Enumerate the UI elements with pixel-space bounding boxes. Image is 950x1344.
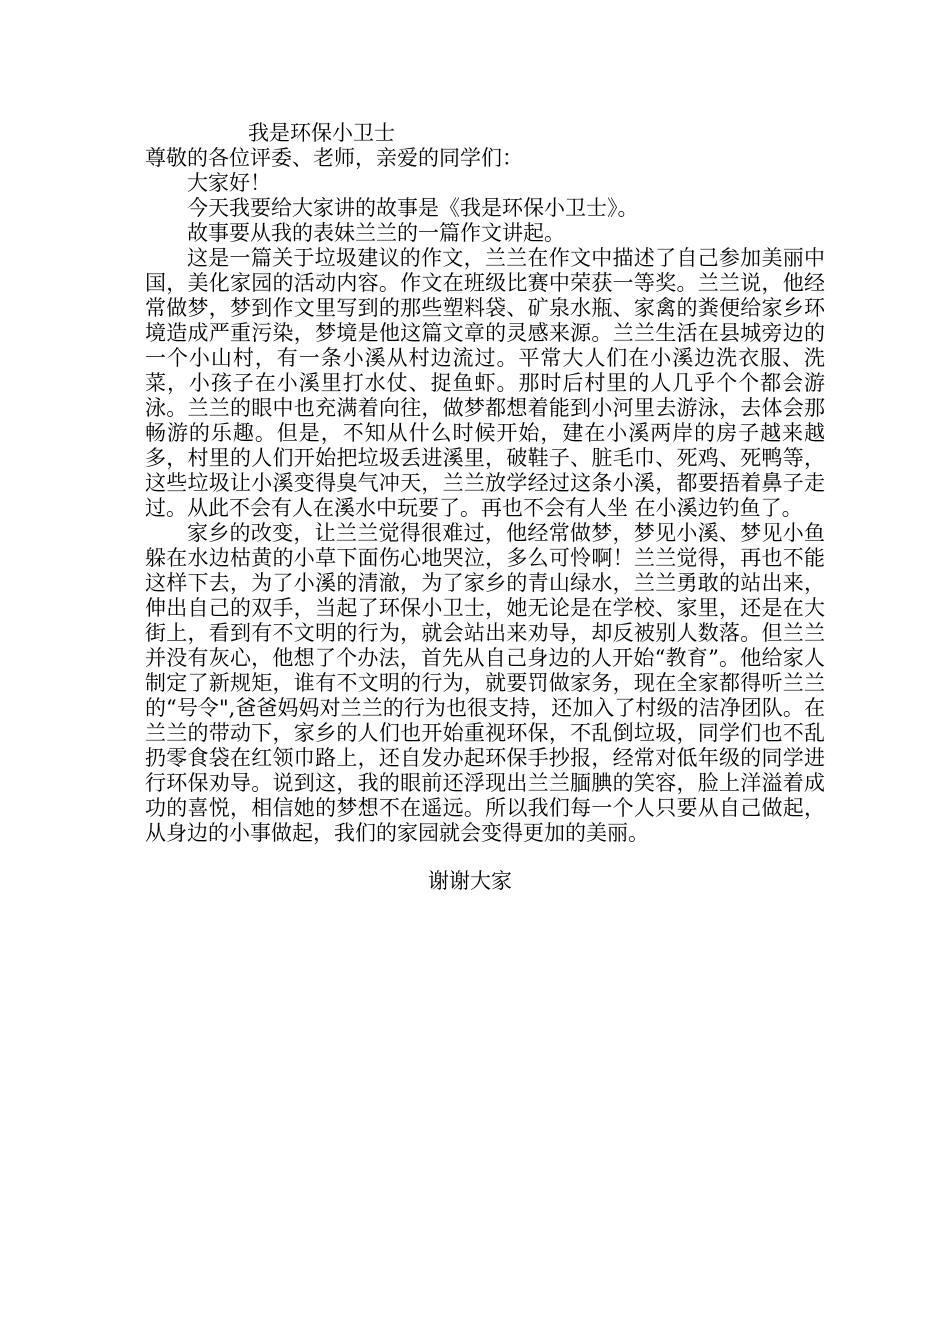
paragraph-hello: 大家好！ <box>187 171 271 195</box>
paragraph-story-start: 故事要从我的表妹兰兰的一篇作文讲起。 <box>187 221 565 245</box>
speech-greeting: 尊敬的各位评委、老师，亲爱的同学们： <box>145 146 523 170</box>
paragraph-story-change: 家乡的改变，让兰兰觉得很难过，他经常做梦，梦见小溪、梦见小鱼躲在水边枯黄的小草下面伤心地哭泣，多么可怜啊！兰兰觉得，再也不能这样下去，为了小溪的清澈，为了家乡的青山绿水，兰兰勇敢的站出来，伸出自己的双手，当起了环保小卫士，她无论是在学校、家里，还是在大街上，看到有不文明的行为，就会站出来劝导，却反被别人数落。但兰兰并没有灰心，他想了个办法，首先从自己身边的人开始“教育”。他给家人制定了新规矩，谁有不文明的行为，就要罚做家务，现在全家都得听兰兰的“号令",爸爸妈妈对兰兰的行为也很支持，还加入了村级的洁净团队。在兰兰的带动下，家乡的人们也开始重视环保，不乱倒垃圾，同学们也不乱扔零食袋在红领巾路上，还自发办起环保手抄报，经常对低年级的同学进行环保劝导。说到这，我的眼前还浮现出兰兰腼腆的笑容，脸上洋溢着成功的喜悦，相信她的梦想不在遥远。所以我们每一个人只要从自己做起，从身边的小事做起，我们的家园就会变得更加的美丽。 <box>145 521 825 845</box>
speech-closing: 谢谢大家 <box>428 869 512 893</box>
paragraph-story-body: 这是一篇关于垃圾建议的作文，兰兰在作文中描述了自己参加美丽中国，美化家园的活动内容。作文在班级比赛中荣获一等奖。兰兰说，他经常做梦，梦到作文里写到的那些塑料袋、矿泉水瓶、家禽的粪便给家乡环境造成严重污染，梦境是他这篇文章的灵感来源。兰兰生活在县城旁边的一个小山村，有一条小溪从村边流过。平常大人们在小溪边洗衣服、洗菜，小孩子在小溪里打水仗、捉鱼虾。那时后村里的人几乎个个都会游泳。兰兰的眼中也充满着向往，做梦都想着能到小河里去游泳，去体会那畅游的乐趣。但是，不知从什么时候开始，建在小溪两岸的房子越来越多，村里的人们开始把垃圾丢进溪里，破鞋子、脏毛巾、死鸡、死鸭等，这些垃圾让小溪变得臭气冲天，兰兰放学经过这条小溪，都要捂着鼻子走过。从此不会有人在溪水中玩要了。再也不会有人坐 在小溪边钓鱼了。 <box>145 246 825 520</box>
speech-title: 我是环保小卫士 <box>248 121 395 145</box>
paragraph-intro: 今天我要给大家讲的故事是《我是环保小卫士》。 <box>187 196 639 220</box>
speech-body <box>145 121 825 894</box>
